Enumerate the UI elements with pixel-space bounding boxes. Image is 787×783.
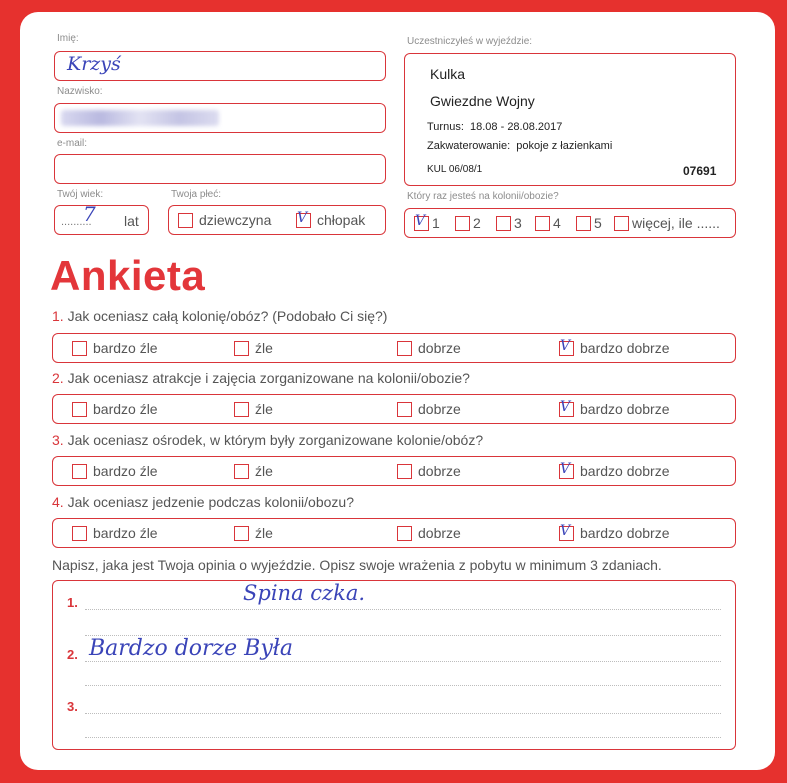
zakw-row (427, 140, 612, 152)
times-option-5[interactable] (576, 215, 602, 231)
question-number: 4. (52, 494, 64, 510)
imie-label: Imię: (57, 33, 79, 44)
check-mark: V (560, 398, 571, 415)
checkbox[interactable] (72, 464, 87, 479)
nazwisko-field[interactable] (54, 103, 386, 133)
times-option-1[interactable] (414, 212, 440, 231)
turnus-value: 18.08 - 28.08.2017 (470, 121, 563, 133)
checkbox[interactable] (397, 526, 412, 541)
opinion-line-1: Spina czka. (243, 581, 366, 605)
times-option-4[interactable] (535, 215, 561, 231)
opinion-line-2: Bardzo dorze Była (89, 636, 294, 661)
checkbox-checked[interactable] (559, 460, 574, 479)
checkbox[interactable] (234, 402, 249, 417)
check-mark: V (415, 212, 426, 229)
wiek-field[interactable] (54, 202, 149, 235)
times-option-label: więcej, ile ...... (632, 215, 720, 231)
page-title: Ankieta (50, 252, 206, 299)
times-field (404, 208, 736, 238)
imie-value: Krzyś (67, 53, 121, 75)
checkbox[interactable] (72, 526, 87, 541)
checkbox-checked[interactable] (559, 337, 574, 356)
checkbox-checked[interactable] (296, 209, 311, 228)
question-1 (52, 308, 387, 324)
option-label: źle (255, 401, 273, 417)
checkbox-checked[interactable] (559, 398, 574, 417)
checkbox[interactable] (496, 216, 511, 231)
question-4 (52, 494, 354, 510)
answer-row-3 (52, 456, 736, 486)
option-label: źle (255, 463, 273, 479)
trip-code: KUL 06/08/1 (427, 164, 483, 175)
times-label: Który raz jesteś na kolonii/obozie? (407, 191, 559, 202)
option-dobrze[interactable] (397, 463, 461, 479)
option-label: dobrze (418, 525, 461, 541)
question-text: Jak oceniasz atrakcje i zajęcia zorganizowane na kolonii/obozie? (67, 370, 470, 386)
turnus-row (427, 121, 562, 133)
checkbox[interactable] (72, 341, 87, 356)
option-label: źle (255, 340, 273, 356)
option-label: bardzo dobrze (580, 463, 670, 479)
wiek-dots: .......... (61, 216, 92, 228)
opinion-prompt: Napisz, jaka jest Twoja opinia o wyjeździe. Opisz swoje wrażenia z pobytu w minimum 3 zdaniach. (52, 557, 662, 573)
writing-line (85, 713, 721, 714)
option-label: bardzo dobrze (580, 525, 670, 541)
checkbox-checked[interactable] (559, 522, 574, 541)
checkbox[interactable] (234, 341, 249, 356)
zakw-value: pokoje z łazienkami (516, 140, 613, 152)
checkbox[interactable] (614, 216, 629, 231)
times-option-2[interactable] (455, 215, 481, 231)
option-bardzo-zle[interactable] (72, 340, 158, 356)
checkbox-checked[interactable] (414, 212, 429, 231)
opinion-num-3: 3. (67, 699, 78, 714)
times-option-more[interactable] (614, 215, 720, 231)
option-label: bardzo źle (93, 340, 158, 356)
option-label: bardzo źle (93, 401, 158, 417)
nazwisko-label: Nazwisko: (57, 86, 103, 97)
check-mark: V (297, 209, 308, 226)
email-label: e-mail: (57, 138, 88, 149)
option-label: źle (255, 525, 273, 541)
email-field[interactable] (54, 154, 386, 184)
question-number: 3. (52, 432, 64, 448)
option-dobrze[interactable] (397, 525, 461, 541)
question-2 (52, 370, 470, 386)
question-text: Jak oceniasz całą kolonię/obóz? (Podobało Ci się?) (67, 308, 388, 324)
plec-option-chlopak[interactable] (296, 209, 366, 228)
trip-label: Uczestniczyłeś w wyjeździe: (407, 36, 533, 47)
trip-number: 07691 (683, 164, 717, 178)
question-number: 1. (52, 308, 64, 324)
question-text: Jak oceniasz jedzenie podczas kolonii/obozu? (67, 494, 354, 510)
check-mark: V (560, 337, 571, 354)
turnus-label: Turnus: (427, 121, 464, 133)
option-bardzo-zle[interactable] (72, 463, 158, 479)
times-option-3[interactable] (496, 215, 522, 231)
checkbox[interactable] (397, 341, 412, 356)
times-option-label: 4 (553, 215, 561, 231)
check-mark: V (560, 460, 571, 477)
trip-line2: Gwiezdne Wojny (430, 93, 535, 109)
trip-line1: Kulka (430, 66, 466, 82)
checkbox[interactable] (178, 213, 193, 228)
option-bardzo-dobrze[interactable] (559, 398, 670, 417)
option-label: bardzo dobrze (580, 340, 670, 356)
option-bardzo-zle[interactable] (72, 525, 158, 541)
opinion-num-2: 2. (67, 647, 78, 662)
question-number: 2. (52, 370, 64, 386)
checkbox[interactable] (72, 402, 87, 417)
option-zle[interactable] (234, 401, 273, 417)
wiek-label: Twój wiek: (57, 189, 104, 200)
option-dobrze[interactable] (397, 401, 461, 417)
zakw-label: Zakwaterowanie: (427, 140, 511, 152)
times-option-label: 5 (594, 215, 602, 231)
option-label: dobrze (418, 340, 461, 356)
redacted-surname (61, 110, 219, 126)
writing-line (85, 661, 721, 662)
option-label: dobrze (418, 401, 461, 417)
checkbox[interactable] (397, 464, 412, 479)
option-label: bardzo źle (93, 525, 158, 541)
plec-field (168, 205, 386, 235)
checkbox[interactable] (455, 216, 470, 231)
times-option-label: 2 (473, 215, 481, 231)
opinion-box[interactable] (52, 580, 736, 750)
checkbox[interactable] (234, 464, 249, 479)
option-bardzo-dobrze[interactable] (559, 337, 670, 356)
plec-label: Twoja płeć: (171, 189, 222, 200)
check-mark: V (560, 522, 571, 539)
writing-line (85, 685, 721, 686)
option-bardzo-dobrze[interactable] (559, 522, 670, 541)
writing-line (85, 737, 721, 738)
answer-row-1 (52, 333, 736, 363)
option-bardzo-dobrze[interactable] (559, 460, 670, 479)
option-label: bardzo dobrze (580, 401, 670, 417)
question-3 (52, 432, 483, 448)
option-zle[interactable] (234, 463, 273, 479)
answer-row-2 (52, 394, 736, 424)
imie-field[interactable] (54, 51, 386, 81)
question-text: Jak oceniasz ośrodek, w którym były zorganizowane kolonie/obóz? (67, 432, 484, 448)
option-label: dobrze (418, 463, 461, 479)
wiek-unit: lat (124, 213, 139, 229)
opinion-num-1: 1. (67, 595, 78, 610)
plec-option-label: chłopak (317, 212, 366, 228)
trip-info-box (404, 53, 736, 186)
wiek-value: 7 (83, 202, 96, 226)
option-zle[interactable] (234, 340, 273, 356)
plec-option-label: dziewczyna (199, 212, 272, 228)
option-bardzo-zle[interactable] (72, 401, 158, 417)
times-option-label: 1 (432, 215, 440, 231)
plec-option-dziewczyna[interactable] (178, 212, 271, 228)
answer-row-4 (52, 518, 736, 548)
checkbox[interactable] (576, 216, 591, 231)
checkbox[interactable] (397, 402, 412, 417)
option-label: bardzo źle (93, 463, 158, 479)
writing-line (85, 609, 721, 610)
checkbox[interactable] (535, 216, 550, 231)
checkbox[interactable] (234, 526, 249, 541)
times-option-label: 3 (514, 215, 522, 231)
option-dobrze[interactable] (397, 340, 461, 356)
option-zle[interactable] (234, 525, 273, 541)
